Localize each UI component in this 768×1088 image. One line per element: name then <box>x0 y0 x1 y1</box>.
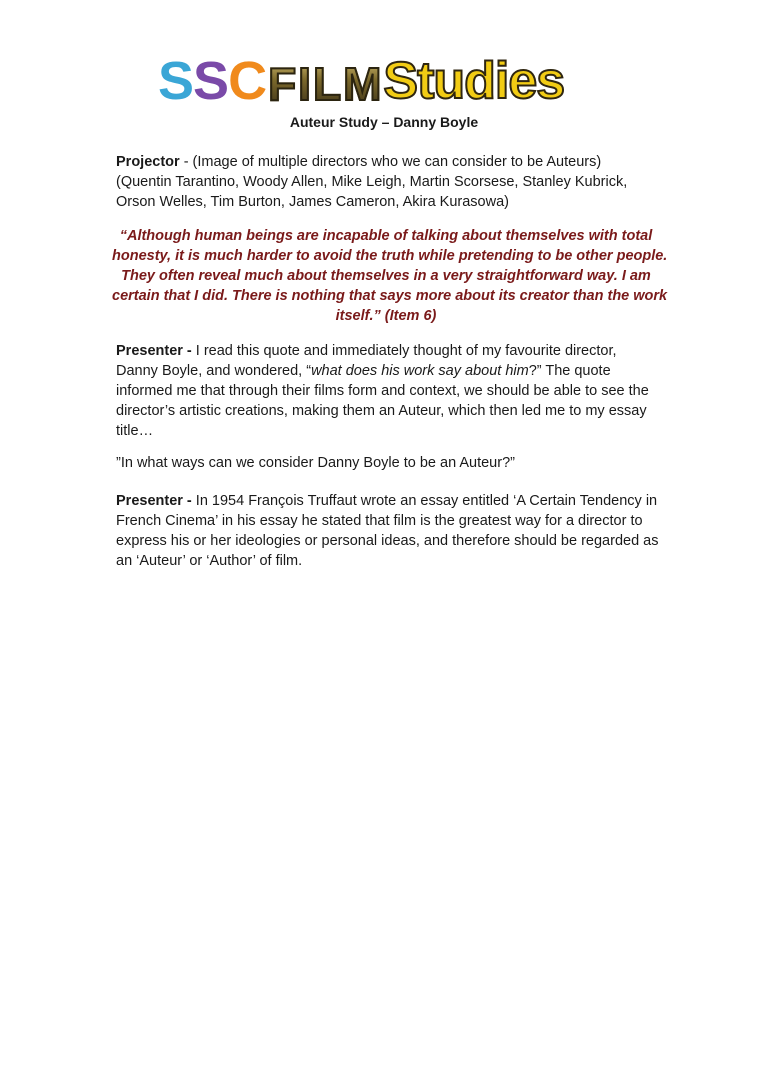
projector-text: - (Image of multiple directors who we can consider to be Auteurs) <box>179 154 602 170</box>
presenter2-line-1 <box>116 491 656 511</box>
projector-label: Projector <box>116 154 180 170</box>
logo-letter-c: C <box>228 51 267 111</box>
presenter-paragraph-2 <box>116 491 659 571</box>
essay-title-paragraph <box>116 453 656 473</box>
ssc-film-studies-logo <box>158 50 565 111</box>
logo-film-word <box>267 60 382 108</box>
logo-film-letter: I <box>298 58 311 110</box>
quote-block <box>112 226 668 326</box>
presenter2-text: In 1954 François Truffaut wrote an essay entitled ‘A Certain Tendency in <box>195 493 658 509</box>
presenter1-italic-question: what does his work say about him <box>311 363 529 379</box>
quote-line: “Although human beings are incapable of talking about themselves with total <box>119 228 653 244</box>
presenter-label: Presenter - <box>116 343 196 359</box>
quote-line: They often reveal much about themselves in a very straightforward way. I am <box>121 268 651 284</box>
presenter2-line-4: an ‘Auteur’ or ‘Author’ of film. <box>116 553 303 569</box>
logo-film-letter: F <box>268 58 297 110</box>
projector-line-1 <box>116 152 656 172</box>
essay-title: ”In what ways can we consider Danny Boyle to be an Auteur?” <box>116 455 515 471</box>
projector-paragraph <box>116 152 656 212</box>
presenter1-line-1 <box>116 341 656 361</box>
presenter1-line-3: informed me that through their films form and context, we should be able to see the <box>116 383 649 399</box>
presenter-label: Presenter - <box>116 493 196 509</box>
presenter1-line-5: title… <box>116 423 154 439</box>
presenter1-line-2 <box>116 361 656 381</box>
projector-line-3: Orson Welles, Tim Burton, James Cameron, Akira Kurasowa) <box>116 194 509 210</box>
projector-line-2: (Quentin Tarantino, Woody Allen, Mike Leigh, Martin Scorsese, Stanley Kubrick, <box>116 174 628 190</box>
quote-line: honesty, it is much harder to avoid the truth while pretending to be other people. <box>112 248 668 264</box>
presenter2-line-2: French Cinema’ in his essay he stated that film is the greatest way for a director to <box>116 513 643 529</box>
logo-film-letter: L <box>312 58 342 110</box>
presenter-paragraph-1 <box>116 341 656 441</box>
quote-line: certain that I did. There is nothing that says more about its creator than the work <box>112 288 668 304</box>
presenter1-line-4: director’s artistic creations, making them an Auteur, which then led me to my essay <box>116 403 647 419</box>
logo-film-letter: M <box>343 58 382 110</box>
presenter1-text: ?” The quote <box>528 363 611 379</box>
quote-line: itself.” (Item 6) <box>335 308 437 324</box>
presenter1-text: I read this quote and immediately thought of my favourite director, <box>195 343 617 359</box>
logo-letter-s1: S <box>158 51 194 111</box>
document-title: Auteur Study – Danny Boyle <box>289 114 479 130</box>
logo-letter-s2: S <box>193 51 229 111</box>
presenter1-text: Danny Boyle, and wondered, “ <box>116 363 312 379</box>
presenter2-line-3: express his or her ideologies or personal ideas, and therefore should be regarded as <box>116 533 659 549</box>
logo-studies-word: Studies <box>383 52 565 110</box>
